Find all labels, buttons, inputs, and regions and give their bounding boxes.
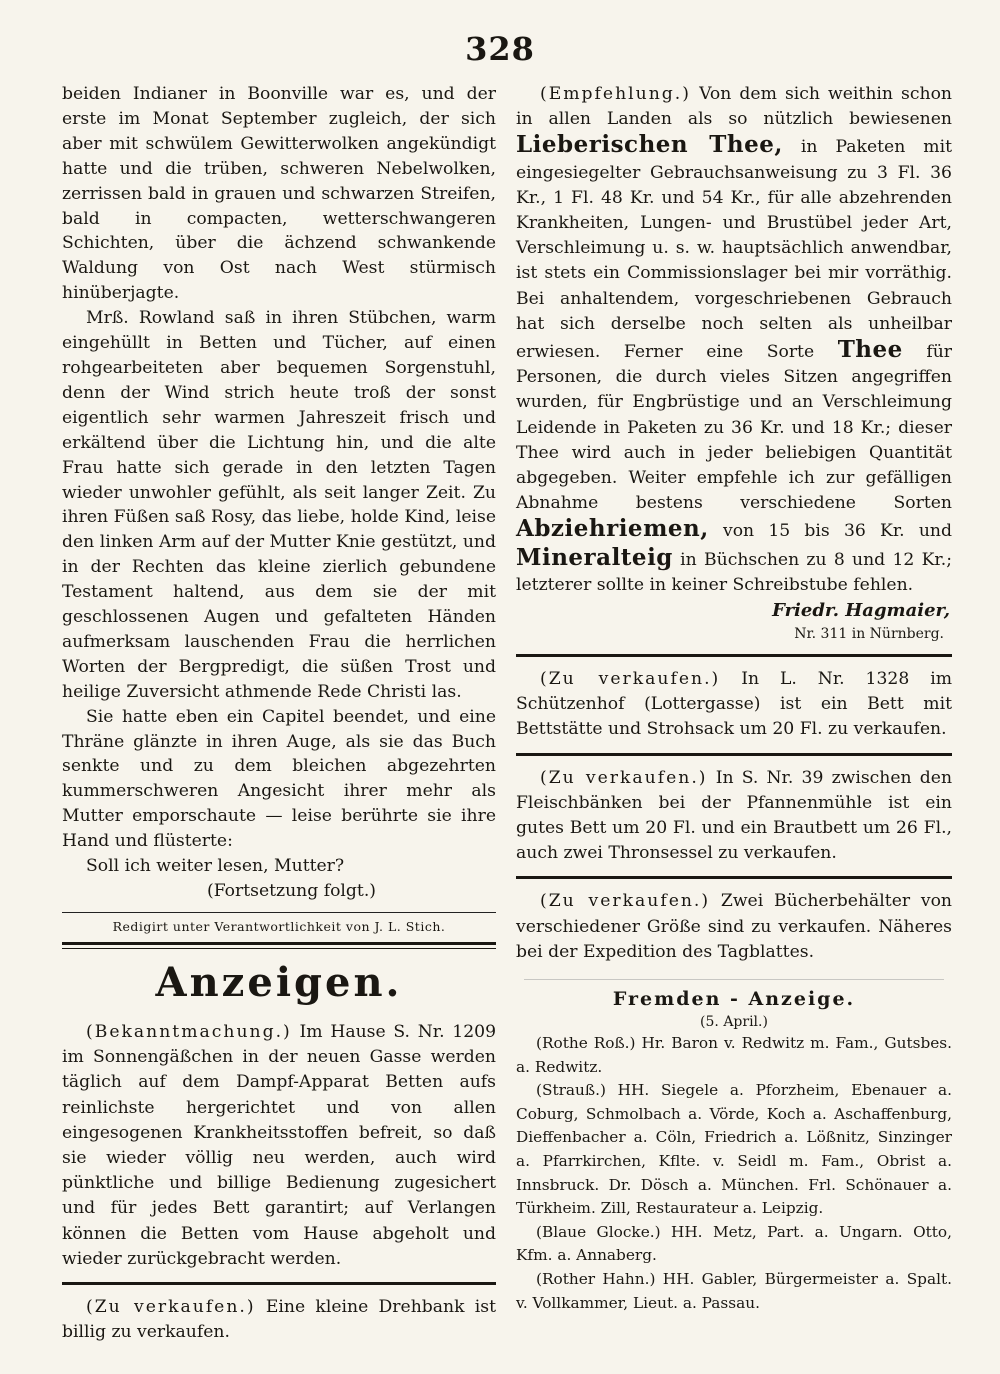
ad-text: in Büchschen zu 8 und 12 Kr.; letzterer sollte in keiner Schreibstube fehlen. xyxy=(516,549,952,595)
fremden-date: (5. April.) xyxy=(700,1014,768,1031)
fremden-divider xyxy=(524,979,944,980)
ad-keyword: (Zu verkaufen.) xyxy=(86,1297,256,1318)
ad-bett-schuetzenhof xyxy=(516,667,952,743)
ad-text: Von dem sich weithin schon in allen Landen als so nützlich bewiesenen xyxy=(516,84,952,130)
fremden-title: Fremden - Anzeige. xyxy=(612,988,856,1011)
ad-divider xyxy=(516,876,952,879)
ad-text: Zwei Bücherbehälter von verschiedener Größe sind zu verkaufen. Näheres bei der Expedition des Tagblattes. xyxy=(516,891,952,962)
product-name: Mineralteig xyxy=(516,543,673,571)
story-paragraph: beiden Indianer in Boonville war es, und der erste im Monat September zugleich, der sich aber mit schwülem Gewitterwolken angekündigt hatte und die trüben, schweren Nebelwolken, zerrissen bald in grauen und schwarzen Streifen, bald in compacten, wetterschwangeren Schichten, über die ächzend schwankende Waldung von Ost nach West stürmisch hinüberjagte. xyxy=(62,84,496,304)
ad-text: für Personen, die durch vieles Sitzen angegriffen wurden, für Engbrüstige und an Verschleimung Leidende in Paketen zu 36 Kr. und 18 Kr.; dieser Thee wird auch in jeder beliebigen Quantität abgegeben. Weiter empfehle ich zur gefälligen Abnahme bestens verschiedene Sorten xyxy=(516,342,953,514)
ad-empfehlung xyxy=(516,82,952,598)
ad-divider xyxy=(516,753,952,756)
ad-buecherbehaelter xyxy=(516,889,952,965)
editor-note: Redigirt unter Verantwortlichkeit von J. L. Stich. xyxy=(62,912,496,938)
product-name: Lieberischen Thee, xyxy=(516,131,783,159)
ad-drehbank xyxy=(62,1295,496,1345)
story-text xyxy=(62,82,496,879)
story-paragraph: Sie hatte eben ein Capitel beendet, und eine Thräne glänzte in ihren Auge, als sie das Buch senkte und zu dem bleichen abgezehrten kummerschweren Angesicht ihrer mehr als Mutter emporschaute — leise berührte sie ihre Hand und flüsterte: xyxy=(62,706,496,852)
ad-text: in Paketen mit eingesiegelter Gebrauchsanweisung zu 3 Fl. 36 Kr., 1 Fl. 48 Kr. und 54 Kr., für alle abzehrenden Krankheiten, Lungen- und Brustübel jeder Art, Verschleimung u. s. w. hauptsächlich anwendbar, ist stets ein Commissionslager bei mir vorräthig. Bei anhaltendem, vorgeschriebenen Gebrauch hat sich derselbe noch selten als unheilbar erwiesen. Ferner eine Sorte xyxy=(516,137,953,363)
fremden-entry: (Blaue Glocke.) HH. Metz, Part. a. Ungarn. Otto, Kfm. a. Annaberg. xyxy=(516,1222,952,1265)
ad-signature: Friedr. Hagmaier, xyxy=(772,600,950,622)
fremden-entry: (Rothe Roß.) Hr. Baron v. Redwitz m. Fam., Gutsbes. a. Redwitz. xyxy=(516,1034,952,1076)
ad-keyword: (Zu verkaufen.) xyxy=(540,891,711,912)
ad-address: Nr. 311 in Nürnberg. xyxy=(794,626,944,643)
right-column xyxy=(516,82,952,1315)
ad-text: In L. Nr. 1328 im Schützenhof (Lottergasse) ist ein Bett mit Bettstätte und Strohsack um 20 Fl. zu verkaufen. xyxy=(516,669,952,740)
ad-divider xyxy=(516,654,952,657)
ad-text: In S. Nr. 39 zwischen den Fleischbänken bei der Pfannenmühle ist ein gutes Bett um 20 Fl. und ein Brautbett um 26 Fl., auch zwei Thronsessel zu verkaufen. xyxy=(516,767,953,864)
left-column xyxy=(62,82,496,1345)
ad-keyword: (Zu verkaufen.) xyxy=(540,669,721,690)
fremden-list xyxy=(516,1032,952,1315)
ad-keyword: (Empfehlung.) xyxy=(540,84,691,104)
ad-text: von 15 bis 36 Kr. und xyxy=(723,521,953,542)
story-paragraph: Soll ich weiter lesen, Mutter? xyxy=(86,856,345,877)
section-divider xyxy=(62,942,496,949)
product-name: Thee xyxy=(837,336,903,364)
story-paragraph: Mrß. Rowland saß in ihren Stübchen, warm eingehüllt in Betten und Tücher, auf einen rohgearbeiteten aber bequemen Sorgenstuhl, denn der Wind strich heute troß der sonst eigentlich sehr warmen Jahreszeit frisch und erkältend über die Lichtung hin, und die alte Frau hatte sich gerade in den letzten Tagen wieder unwohler gefühlt, als seit langer Zeit. Zu ihren Füßen saß Rosy, das liebe, holde Kind, leise den linken Arm auf der Mutter Knie gestützt, und in der Rechten das kleine zierlich gebundene Testament haltend, aus dem sie der mit geschlossenen Augen und gefalteten Händen aufmerksam lauschenden Frau die herrlichen Worten der Bergpredigt, die süßen Trost und heilige Zuversicht athmende Rede Christi las. xyxy=(62,308,496,702)
ad-text: Im Hause S. Nr. 1209 im Sonnengäßchen in der neuen Gasse werden täglich auf dem Dampf-Apparat Betten aufs reinlichste hergerichtet und von allen eingesogenen Krankheitsstoffen befreit, so daß sie wieder völlig neu werden, auch wird pünktliche und billige Bedienung zugesichert und für jedes Bett garantirt; auf Verlangen können die Betten vom Hause abgeholt und wieder zurückgebracht werden. xyxy=(62,1022,496,1269)
ad-keyword: (Bekanntmachung.) xyxy=(86,1022,292,1042)
ad-bekanntmachung xyxy=(62,1020,496,1272)
ad-keyword: (Zu verkaufen.) xyxy=(540,767,708,788)
ad-bett-fleischbaenke xyxy=(516,766,952,867)
continuation-note: (Fortsetzung folgt.) xyxy=(206,881,376,901)
product-name: Abziehriemen, xyxy=(516,515,709,543)
fremden-entry: (Strauß.) HH. Siegele a. Pforzheim, Ebenauer a. Coburg, Schmolbach a. Vörde, Koch a. Aschaffenburg, Dieffenbacher a. Cöln, Friedrich a. Lößnitz, Sinzinger a. Pfarrkirchen, Kflte. v. Seidl m. Fam., Obrist a. Innsbruck. Dr. Dösch a. München. Frl. Schönauer a. Türkheim. Zill, Restaurateur a. Leipzig. xyxy=(516,1081,952,1218)
ad-text: Eine kleine Drehbank ist billig zu verkaufen. xyxy=(62,1297,496,1343)
ad-divider xyxy=(62,1282,496,1285)
page-number: 328 xyxy=(465,30,535,68)
fremden-entry: (Rother Hahn.) HH. Gabler, Bürgermeister a. Spalt. v. Vollkammer, Lieut. a. Passau. xyxy=(516,1270,952,1312)
section-title: Anzeigen. xyxy=(155,959,403,1006)
